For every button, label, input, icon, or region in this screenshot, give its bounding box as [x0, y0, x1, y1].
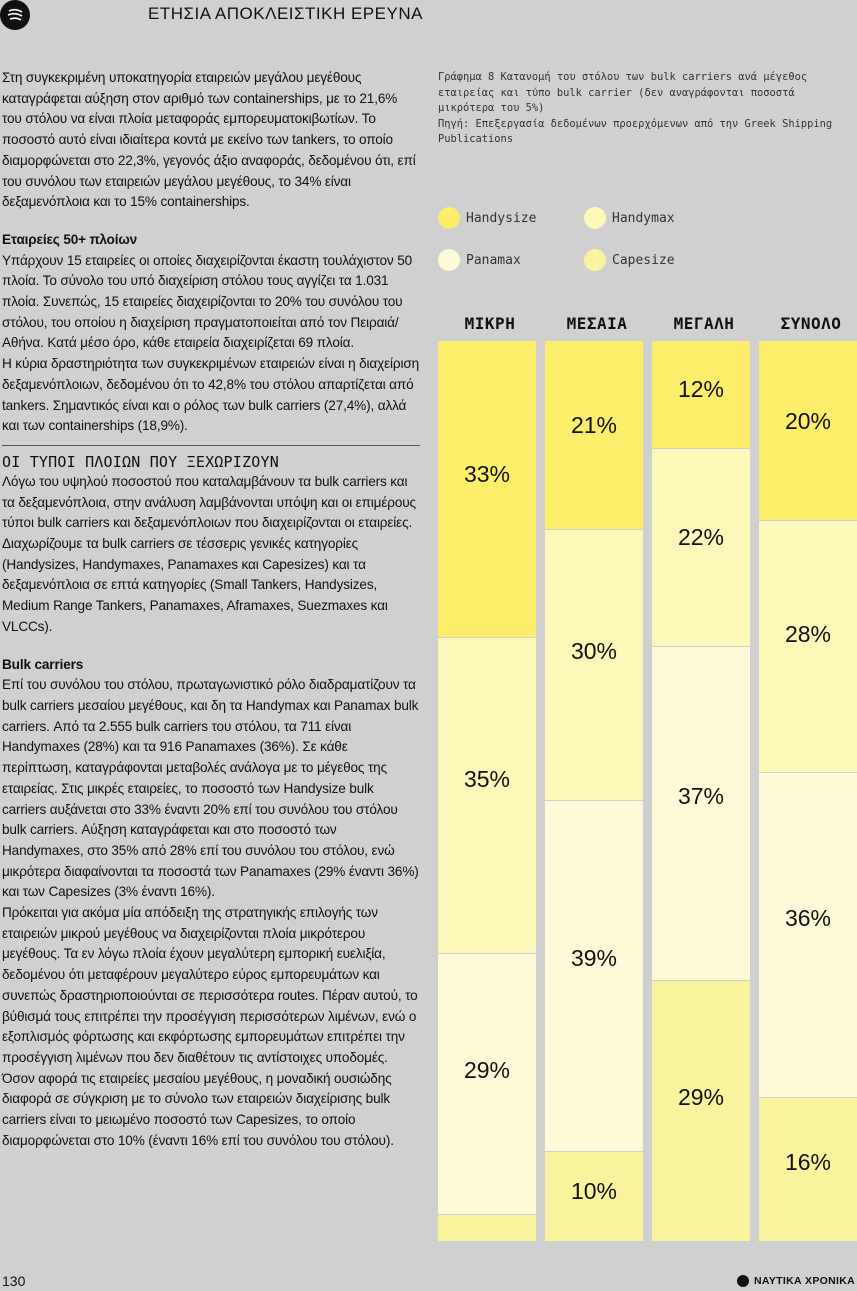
subheading: Bulk carriers	[2, 656, 84, 672]
bar-segment-large-handymax	[652, 448, 750, 646]
bar-segment-large-panamax	[652, 646, 750, 979]
page-number: 130	[2, 1273, 26, 1289]
data-label: 36%	[784, 905, 832, 932]
section-title: ΟΙ ΤΥΠΟΙ ΠΛΟΙΩΝ ΠΟΥ ΞΕΧΩΡΙΖΟΥΝ	[2, 452, 279, 471]
data-label: 29%	[463, 1057, 511, 1084]
data-label: 28%	[784, 620, 832, 647]
paragraph: Η κύρια δραστηριότητα των συγκεκριμένων εταιρειών είναι η διαχείριση δεξαμενόπλοιων, δεδομένου ότι το 42,8% του στόλου απαρτίζεται από tankers. Σημαντικός είναι και ο ρόλος των bulk carriers (27,4%), αλλά και των containerships (18,9%).	[2, 356, 419, 434]
data-label: 29%	[677, 1084, 725, 1111]
subheading: Εταιρείες 50+ πλοίων	[2, 231, 138, 247]
bar-segment-total-capesize	[759, 1097, 857, 1241]
section-divider	[2, 445, 420, 446]
bar-segment-medium-handysize	[545, 340, 643, 529]
legend-label: Capesize	[612, 252, 675, 268]
column-header-large: ΜΕΓΑΛΗ	[673, 314, 735, 333]
legend-label: Panamax	[466, 252, 521, 268]
legend-swatch	[584, 207, 606, 229]
data-label: 20%	[784, 408, 832, 435]
legend-item-handymax	[584, 206, 675, 230]
data-label: 39%	[570, 944, 618, 971]
bar-segment-total-handysize	[759, 340, 857, 520]
caption-title: Γράφημα 8 Κατανομή του στόλου των bulk carriers ανά μέγεθος εταιρείας και τύπο bulk carrier (δεν αναγράφονται ποσοστά μικρότερα του 5%)	[438, 71, 808, 114]
bar-segment-large-capesize	[652, 980, 750, 1241]
bar-segment-medium-handymax	[545, 529, 643, 799]
legend-item-handysize	[438, 206, 536, 230]
legend-item-capesize	[584, 248, 675, 272]
legend-swatch	[438, 249, 460, 271]
brand-footer	[737, 1275, 855, 1287]
bar-segment-large-handysize	[652, 340, 750, 448]
caption-source: Πηγή: Επεξεργασία δεδομένων προερχόμενων από την Greek Shipping Publications	[438, 117, 833, 145]
data-label: 16%	[784, 1148, 832, 1175]
column-header-small: ΜΙΚΡΗ	[464, 314, 516, 333]
paragraph: Επί του συνόλου του στόλου, πρωταγωνιστικό ρόλο διαδραματίζουν τα bulk carriers μεσαίου μεγέθους, και δη τα Handymax και Panamax bulk carriers. Από τα 2.555 bulk carriers του στόλου, τα 711 είναι Handymaxes (28%) και τα 916 Panamaxes (36%). Σε κάθε περίπτωση, καταγράφονται μεταβολές ανάλογα με το μέγεθος της εταιρείας. Στις μικρές εταιρείες, το ποσοστό των Handysize bulk carriers αυξάνεται στο 33% έναντι 20% επί του συνόλου του στόλου bulk carriers. Αύξηση καταγράφεται και στο ποσοστό των Handymaxes, στο 35% από 28% επί του συνόλου του στόλου, ενώ μικρότερα διαφαίνονται τα ποσοστά των Panamaxes (29% έναντι 36%) και των Capesizes (3% έναντι 16%).	[2, 677, 419, 900]
bar-segment-small-capesize	[438, 1214, 536, 1241]
bar-segment-small-handysize	[438, 340, 536, 637]
running-head: ΕΤΗΣΙΑ ΑΠΟΚΛΕΙΣΤΙΚΗ ΕΡΕΥΝΑ	[148, 4, 423, 23]
article-body	[2, 68, 420, 1151]
bar-segment-small-panamax	[438, 953, 536, 1214]
bar-segment-total-panamax	[759, 772, 857, 1096]
data-label: 12%	[677, 375, 725, 402]
bar-segment-medium-capesize	[545, 1151, 643, 1241]
legend-label: Handysize	[466, 210, 537, 226]
legend-swatch	[584, 249, 606, 271]
chart-caption	[438, 70, 850, 148]
paragraph: Πρόκειται για ακόμα μία απόδειξη της στρατηγικής επιλογής των εταιρειών μικρού μεγέθους να διαχειρίζονται πλοία μικρότερου μεγέθους. Τα εν λόγω πλοία έχουν μεγαλύτερη εμπορική ευελιξία, δεδομένου ότι μεταφέρουν μεγαλύτερο εύρος εμπορευμάτων και συνεπώς δραστηριοποιούνται σε περισσότερα routes. Πέραν αυτού, το βύθισμά τους επιτρέπει την προσέγγιση περισσότερων λιμένων, ενώ ο εξοπλισμός φόρτωσης και εκφόρτωσης εμπορευμάτων επιτρέπει την προσέγγιση λιμένων που δεν διαθέτουν τις αντίστοιχες υποδομές.	[2, 905, 418, 1065]
bar-segment-small-handymax	[438, 637, 536, 952]
paragraph: Υπάρχουν 15 εταιρείες οι οποίες διαχειρίζονται έκαστη τουλάχιστον 50 πλοία. Το σύνολο του υπό διαχείριση στόλου τους αγγίζει τα 1.031 πλοία. Συνεπώς, 15 εταιρείες διαχειρίζονται το 20% του συνόλου του στόλου, του οποίου η διαχείριση πραγματοποιείται από τον Πειραιά/Αθήνα. Κατά μέσο όρο, κάθε εταιρεία διαχειρίζεται 69 πλοία.	[2, 252, 413, 351]
legend-item-panamax	[438, 248, 521, 272]
paragraph: Λόγω του υψηλού ποσοστού που καταλαμβάνουν τα bulk carriers και τα δεξαμενόπλοια, στην ανάλυση λαμβάνονται υπόψη και οι επιμέρους τύποι bulk carriers και δεξαμενόπλοιων που διαχειρίζονται οι εταιρείες. Διαχωρίζουμε τα bulk carriers σε τέσσερις γενικές κατηγορίες (Handysizes, Handymaxes, Panamaxes και Capesizes) και τα δεξαμενόπλοια σε επτά κατηγορίες (Small Tankers, Handysizes, Medium Range Tankers, Panamaxes, Aframaxes, Suezmaxes και VLCCs).	[2, 473, 416, 634]
data-label: 10%	[570, 1178, 618, 1205]
data-label: 35%	[463, 766, 511, 793]
data-label: 30%	[570, 637, 618, 664]
data-label: 21%	[570, 412, 618, 439]
column-header-medium: ΜΕΣΑΙΑ	[566, 314, 628, 333]
legend-label: Handymax	[612, 210, 675, 226]
column-header-total: ΣΥΝΟΛΟ	[780, 314, 842, 333]
magazine-logo	[0, 0, 30, 30]
paragraph: Όσον αφορά τις εταιρείες μεσαίου μεγέθους, η μοναδική ουσιώδης διαφορά σε σύγκριση με το σύνολο των εταιρειών διαχείρισης bulk carriers είναι το μειωμένο ποσοστό των Capesizes, το οποίο διαμορφώνεται στο 10% (έναντι 16% επί του συνόλου του στόλου).	[2, 1070, 394, 1148]
data-label: 22%	[677, 524, 725, 551]
legend-swatch	[438, 207, 460, 229]
paragraph: Στη συγκεκριμένη υποκατηγορία εταιρειών μεγάλου μεγέθους καταγράφεται αύξηση στον αριθμό των containerships, με το 21,6% του στόλου να είναι πλοία μεταφοράς εμπορευματοκιβωτίων. Το ποσοστό αυτό είναι ιδιαίτερα κοντά με εκείνο των tankers, το οποίο διαμορφώνεται στο 22,3%, γεγονός άξιο αναφοράς, δεδομένου ότι, επί του συνόλου των εταιρειών μεγάλου μεγέθους, το 34% είναι δεξαμενόπλοια και το 15% containerships.	[2, 70, 416, 210]
brand-name: ΝΑΥΤΙΚΑ ΧΡΟΝΙΚΑ	[754, 1275, 855, 1287]
brand-logo-icon	[737, 1275, 749, 1287]
data-label: 33%	[463, 460, 511, 487]
bar-segment-total-handymax	[759, 520, 857, 772]
data-label: 37%	[677, 783, 725, 810]
bar-segment-medium-panamax	[545, 800, 643, 1151]
